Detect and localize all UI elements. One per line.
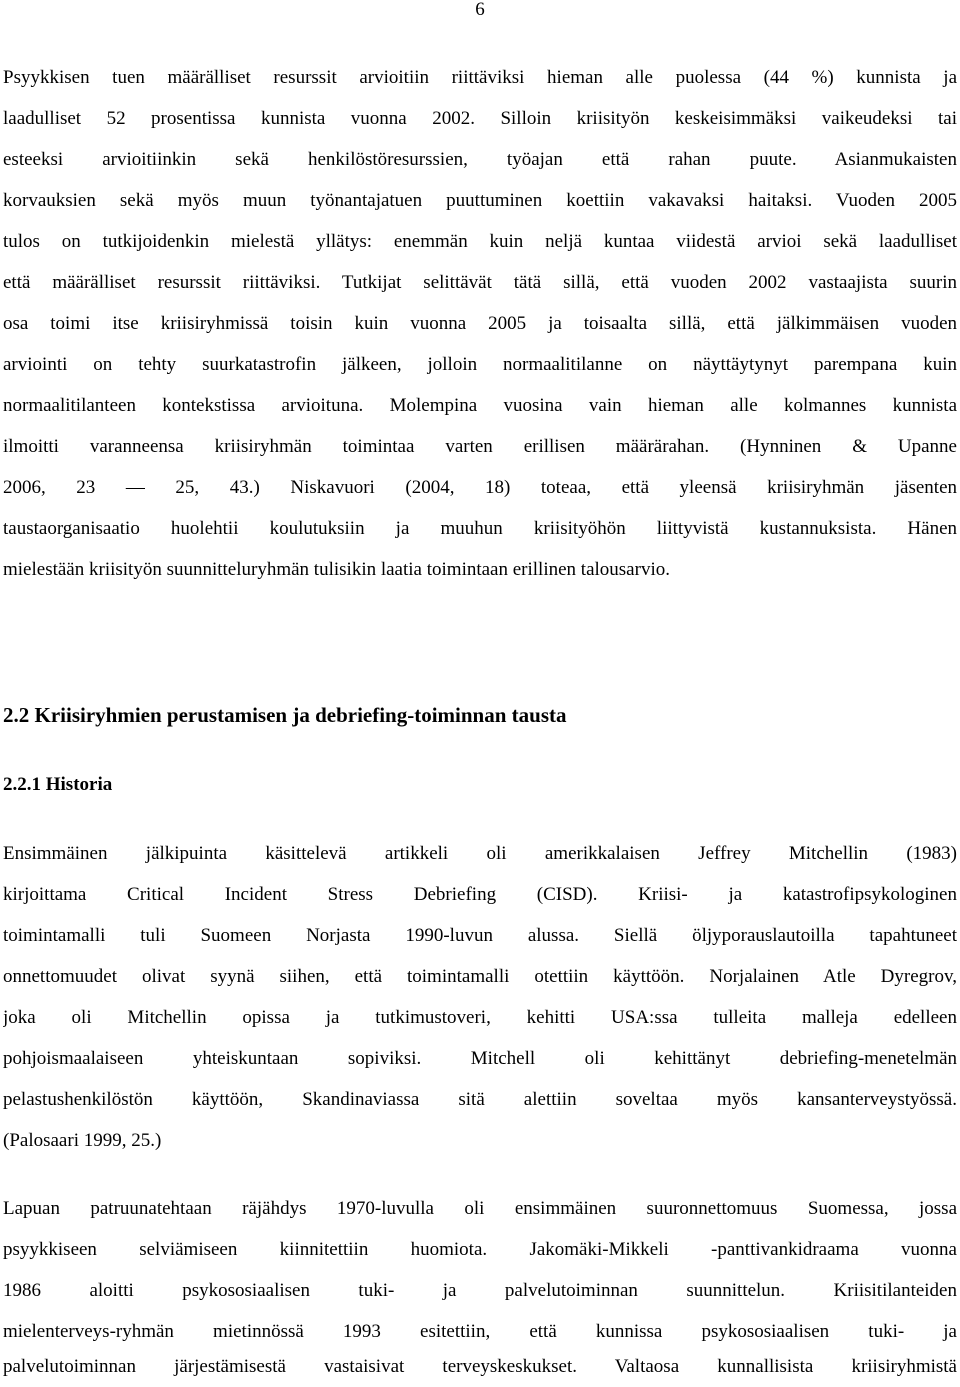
text-line: psyykkiseen selviämiseen kiinnitettiin huomiota. Jakomäki-Mikkeli -panttivankidraama vuonna	[3, 1239, 957, 1260]
text-line: kirjoittama Critical Incident Stress Debriefing (CISD). Kriisi- ja katastrofipsykologinen	[3, 884, 957, 905]
text-line: mielenterveys-ryhmän mietinnössä 1993 esitettiin, että kunnissa psykososiaalisen tuki- ja	[3, 1321, 957, 1342]
text-line: tulos on tutkijoidenkin mielestä yllätys: enemmän kuin neljä kuntaa viidestä arvioi sekä laadulliset	[3, 231, 957, 252]
text-line: pelastushenkilöstön käyttöön, Skandinaviassa sitä alettiin soveltaa myös kansanterveystyössä.	[3, 1089, 957, 1110]
text-line: (Palosaari 1999, 25.)	[3, 1130, 162, 1151]
section-heading: 2.2 Kriisiryhmien perustamisen ja debriefing-toiminnan tausta	[3, 703, 567, 727]
text-line: pohjoismaalaiseen yhteiskuntaan sopiviksi. Mitchell oli kehittänyt debriefing-menetelmän	[3, 1048, 957, 1069]
text-line: palvelutoiminnan järjestämisestä vastaisivat terveyskeskukset. Valtaosa kunnallisista kriisiryhmistä	[3, 1356, 957, 1377]
text-line: 2006, 23 — 25, 43.) Niskavuori (2004, 18) toteaa, että yleensä kriisiryhmän jäsenten	[3, 477, 957, 498]
text-line: 1986 aloitti psykososiaalisen tuki- ja palvelutoiminnan suunnittelun. Kriisitilanteiden	[3, 1280, 957, 1301]
text-line: ilmoitti varanneensa kriisiryhmän toimintaa varten erillisen määrärahan. (Hynninen & Upanne	[3, 436, 957, 457]
text-line: esteeksi arvioitiinkin sekä henkilöstöresurssien, työajan että rahan puute. Asianmukaisten	[3, 149, 957, 170]
text-line: osa toimi itse kriisiryhmissä toisin kuin vuonna 2005 ja toisaalta sillä, että jälkimmäisen vuoden	[3, 313, 957, 334]
text-line: normaalitilanteen kontekstissa arvioituna. Molempina vuosina vain hieman alle kolmannes kunnista	[3, 395, 957, 416]
text-line: joka oli Mitchellin opissa ja tutkimustoveri, kehitti USA:ssa tulleita malleja edelleen	[3, 1007, 957, 1028]
text-line: arviointi on tehty suurkatastrofin jälkeen, jolloin normaalitilanne on näyttäytynyt parempana kuin	[3, 354, 957, 375]
text-line: onnettomuudet olivat syynä siihen, että toimintamalli otettiin käyttöön. Norjalainen Atle Dyregrov,	[3, 966, 957, 987]
text-line: Psyykkisen tuen määrälliset resurssit arvioitiin riittäviksi hieman alle puolessa (44 %) kunnista ja	[3, 67, 957, 88]
text-line: mielestään kriisityön suunnitteluryhmän tulisikin laatia toimintaan erillinen talousarvio.	[3, 559, 670, 580]
text-line: että määrälliset resurssit riittäviksi. Tutkijat selittävät tätä sillä, että vuoden 2002 vastaajista suurin	[3, 272, 957, 293]
text-line: laadulliset 52 prosentissa kunnista vuonna 2002. Silloin kriisityön keskeisimmäksi vaikeudeksi tai	[3, 108, 957, 129]
subsection-heading: 2.2.1 Historia	[3, 774, 113, 795]
text-line: korvauksien sekä myös muun työnantajatuen puuttuminen koettiin vakavaksi haitaksi. Vuoden 2005	[3, 190, 957, 211]
text-line: Ensimmäinen jälkipuinta käsittelevä artikkeli oli amerikkalaisen Jeffrey Mitchellin (1983)	[3, 843, 957, 864]
text-line: Lapuan patruunatehtaan räjähdys 1970-luvulla oli ensimmäinen suuronnettomuus Suomessa, jossa	[3, 1198, 957, 1219]
text-line: taustaorganisaatio huolehtii koulutuksiin ja muuhun kriisityöhön liittyvistä kustannuksista. Hänen	[3, 518, 957, 539]
page-number: 6	[475, 0, 485, 20]
text-line: toimintamalli tuli Suomeen Norjasta 1990-luvun alussa. Siellä öljyporauslautoilla tapahtuneet	[3, 925, 957, 946]
